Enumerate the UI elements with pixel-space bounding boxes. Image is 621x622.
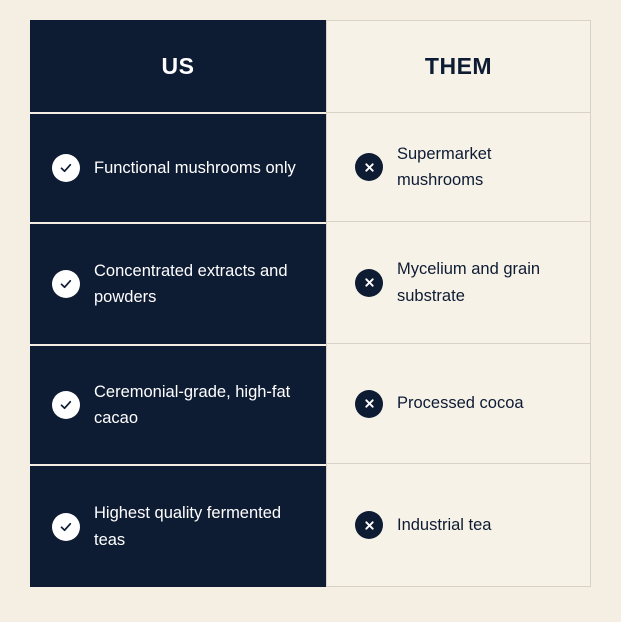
- table-row: [30, 112, 326, 222]
- cross-icon: [355, 390, 383, 418]
- table-row: [326, 464, 591, 587]
- column-header-them-label: THEM: [424, 53, 493, 79]
- cell-text-them: Mycelium and grain substrate: [397, 260, 541, 305]
- cell-text-us: Ceremonial-grade, high-fat cacao: [94, 382, 291, 427]
- table-row: [326, 344, 591, 464]
- table-row: [30, 222, 326, 344]
- column-header-us-label: US: [161, 52, 195, 79]
- check-icon: [52, 391, 80, 419]
- comparison-table: [30, 20, 591, 605]
- cell-text-us: Functional mushrooms only: [94, 158, 296, 177]
- column-header-us: [30, 20, 326, 112]
- cross-icon: [355, 511, 383, 539]
- table-row: [30, 344, 326, 464]
- check-icon: [52, 270, 80, 298]
- column-us: [30, 20, 326, 605]
- table-row: [326, 222, 591, 344]
- check-icon: [52, 154, 80, 182]
- cell-text-them: Supermarket mushrooms: [397, 144, 492, 189]
- cell-text-them: Industrial tea: [397, 515, 492, 534]
- column-them: [326, 20, 591, 605]
- cross-icon: [355, 269, 383, 297]
- cell-text-them: Processed cocoa: [397, 394, 524, 413]
- check-icon: [52, 513, 80, 541]
- cell-text-us: Highest quality fermented teas: [94, 504, 282, 549]
- table-row: [30, 464, 326, 587]
- table-row: [326, 112, 591, 222]
- column-header-them: [326, 20, 591, 112]
- cross-icon: [355, 153, 383, 181]
- cell-text-us: Concentrated extracts and powders: [94, 261, 288, 306]
